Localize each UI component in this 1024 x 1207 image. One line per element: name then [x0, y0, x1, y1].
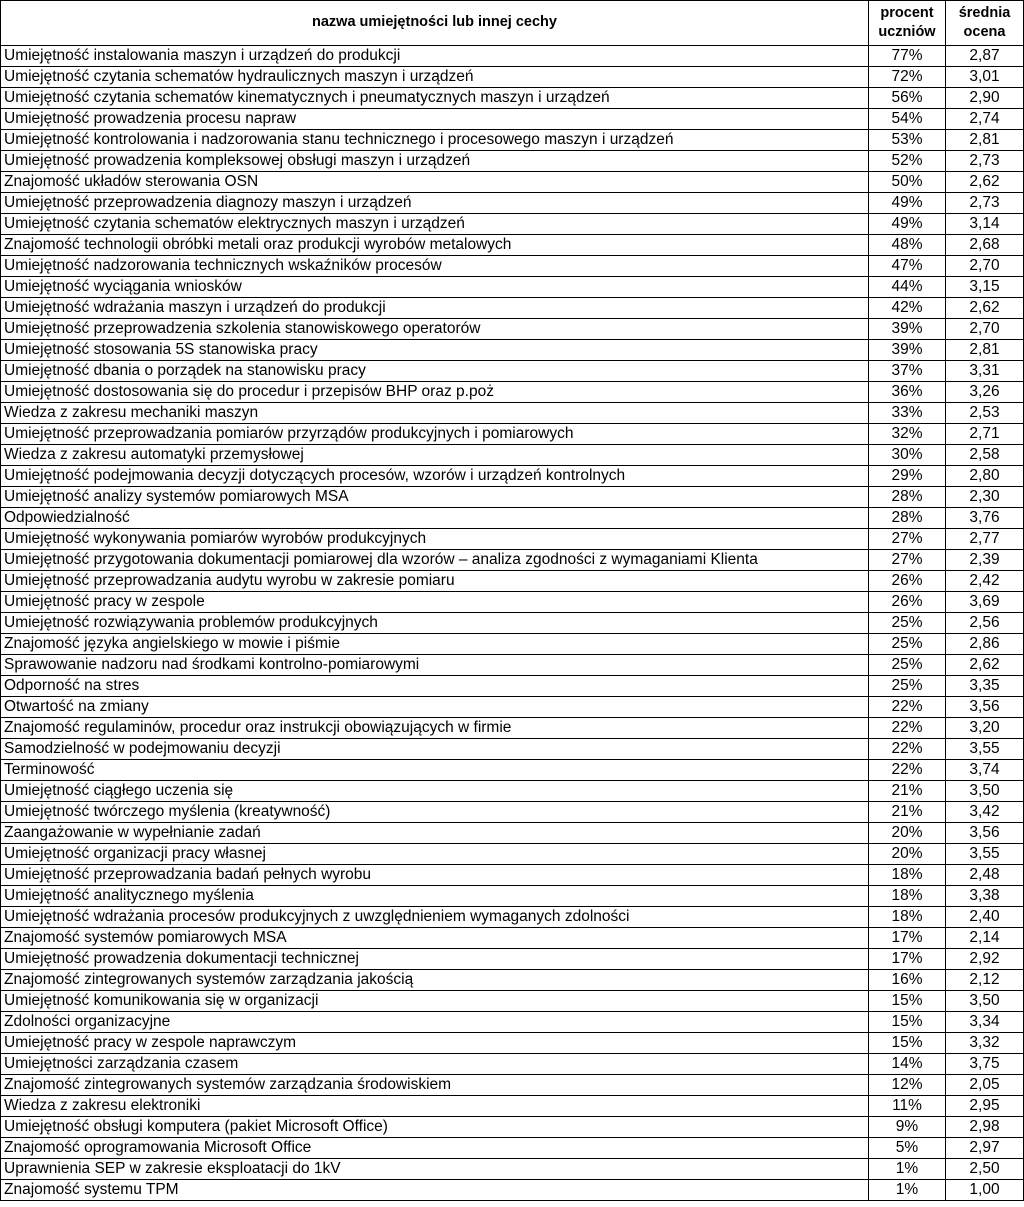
table-row [1, 235, 1024, 256]
skill-name-cell: Umiejętność przeprowadzania pomiarów przyrządów produkcyjnych i pomiarowych [1, 424, 869, 445]
average-grade-cell: 2,98 [946, 1117, 1024, 1138]
skill-name-cell: Odporność na stres [1, 676, 869, 697]
average-grade-cell: 3,15 [946, 277, 1024, 298]
skill-name-cell: Znajomość języka angielskiego w mowie i piśmie [1, 634, 869, 655]
percent-cell: 17% [869, 949, 946, 970]
skill-name-cell: Wiedza z zakresu elektroniki [1, 1096, 869, 1117]
average-grade-cell: 2,86 [946, 634, 1024, 655]
skill-name-cell: Umiejętność pracy w zespole naprawczym [1, 1033, 869, 1054]
table-row [1, 319, 1024, 340]
table-row [1, 340, 1024, 361]
table-row [1, 781, 1024, 802]
percent-cell: 27% [869, 529, 946, 550]
skill-name-cell: Umiejętność ciągłego uczenia się [1, 781, 869, 802]
percent-cell: 22% [869, 739, 946, 760]
average-grade-cell: 3,55 [946, 739, 1024, 760]
average-grade-cell: 2,53 [946, 403, 1024, 424]
header-percent-line1: procent [880, 5, 934, 21]
table-row [1, 424, 1024, 445]
skill-name-cell: Umiejętność dostosowania się do procedur i przepisów BHP oraz p.poż [1, 382, 869, 403]
average-grade-cell: 1,00 [946, 1180, 1024, 1201]
skill-name-cell: Odpowiedzialność [1, 508, 869, 529]
percent-cell: 77% [869, 46, 946, 67]
table-row [1, 1096, 1024, 1117]
skill-name-cell: Znajomość układów sterowania OSN [1, 172, 869, 193]
skill-name-cell: Znajomość technologii obróbki metali oraz produkcji wyrobów metalowych [1, 235, 869, 256]
table-row [1, 613, 1024, 634]
header-percent-students [869, 1, 946, 46]
average-grade-cell: 2,73 [946, 151, 1024, 172]
skill-name-cell: Znajomość zintegrowanych systemów zarządzania środowiskiem [1, 1075, 869, 1096]
table-row [1, 277, 1024, 298]
percent-cell: 25% [869, 634, 946, 655]
table-row [1, 88, 1024, 109]
skill-name-cell: Umiejętność prowadzenia kompleksowej obsługi maszyn i urządzeń [1, 151, 869, 172]
skill-name-cell: Umiejętność czytania schematów elektrycznych maszyn i urządzeń [1, 214, 869, 235]
average-grade-cell: 2,80 [946, 466, 1024, 487]
skill-name-cell: Znajomość oprogramowania Microsoft Office [1, 1138, 869, 1159]
percent-cell: 21% [869, 802, 946, 823]
average-grade-cell: 2,05 [946, 1075, 1024, 1096]
average-grade-cell: 2,39 [946, 550, 1024, 571]
average-grade-cell: 3,50 [946, 991, 1024, 1012]
percent-cell: 15% [869, 1033, 946, 1054]
percent-cell: 49% [869, 193, 946, 214]
table-row [1, 949, 1024, 970]
average-grade-cell: 3,31 [946, 361, 1024, 382]
skill-name-cell: Umiejętność twórczego myślenia (kreatywność) [1, 802, 869, 823]
average-grade-cell: 2,50 [946, 1159, 1024, 1180]
table-row [1, 1138, 1024, 1159]
percent-cell: 54% [869, 109, 946, 130]
table-row [1, 46, 1024, 67]
average-grade-cell: 2,74 [946, 109, 1024, 130]
skill-name-cell: Umiejętność rozwiązywania problemów produkcyjnych [1, 613, 869, 634]
skill-name-cell: Umiejętność czytania schematów hydraulicznych maszyn i urządzeń [1, 67, 869, 88]
percent-cell: 27% [869, 550, 946, 571]
table-row [1, 67, 1024, 88]
skill-name-cell: Umiejętność czytania schematów kinematycznych i pneumatycznych maszyn i urządzeń [1, 88, 869, 109]
skill-name-cell: Umiejętność przeprowadzenia szkolenia stanowiskowego operatorów [1, 319, 869, 340]
percent-cell: 26% [869, 592, 946, 613]
table-row [1, 655, 1024, 676]
percent-cell: 39% [869, 340, 946, 361]
percent-cell: 15% [869, 991, 946, 1012]
average-grade-cell: 3,42 [946, 802, 1024, 823]
percent-cell: 25% [869, 613, 946, 634]
table-row [1, 445, 1024, 466]
header-skill-name: nazwa umiejętności lub innej cechy [1, 1, 869, 46]
average-grade-cell: 2,14 [946, 928, 1024, 949]
percent-cell: 28% [869, 487, 946, 508]
average-grade-cell: 2,12 [946, 970, 1024, 991]
skill-name-cell: Umiejętność wyciągania wniosków [1, 277, 869, 298]
percent-cell: 26% [869, 571, 946, 592]
table-row [1, 760, 1024, 781]
percent-cell: 1% [869, 1159, 946, 1180]
average-grade-cell: 3,50 [946, 781, 1024, 802]
skill-name-cell: Umiejętność stosowania 5S stanowiska pracy [1, 340, 869, 361]
table-row [1, 487, 1024, 508]
percent-cell: 20% [869, 823, 946, 844]
percent-cell: 72% [869, 67, 946, 88]
average-grade-cell: 3,35 [946, 676, 1024, 697]
percent-cell: 9% [869, 1117, 946, 1138]
average-grade-cell: 2,40 [946, 907, 1024, 928]
percent-cell: 16% [869, 970, 946, 991]
percent-cell: 37% [869, 361, 946, 382]
header-average-line1: średnia [958, 5, 1011, 21]
percent-cell: 25% [869, 655, 946, 676]
skill-name-cell: Umiejętność wdrażania procesów produkcyjnych z uwzględnieniem wymaganych zdolności [1, 907, 869, 928]
percent-cell: 53% [869, 130, 946, 151]
skill-name-cell: Umiejętność instalowania maszyn i urządzeń do produkcji [1, 46, 869, 67]
table-row [1, 403, 1024, 424]
table-row [1, 844, 1024, 865]
average-grade-cell: 2,70 [946, 256, 1024, 277]
table-row [1, 382, 1024, 403]
average-grade-cell: 2,95 [946, 1096, 1024, 1117]
table-row [1, 823, 1024, 844]
average-grade-cell: 3,14 [946, 214, 1024, 235]
table-row [1, 571, 1024, 592]
percent-cell: 36% [869, 382, 946, 403]
percent-cell: 52% [869, 151, 946, 172]
skill-name-cell: Umiejętność kontrolowania i nadzorowania stanu technicznego i procesowego maszyn i urządzeń [1, 130, 869, 151]
percent-cell: 22% [869, 760, 946, 781]
table-row [1, 865, 1024, 886]
table-row [1, 508, 1024, 529]
average-grade-cell: 2,73 [946, 193, 1024, 214]
table-header [1, 1, 1024, 46]
table-row [1, 151, 1024, 172]
skill-name-cell: Umiejętność podejmowania decyzji dotyczących procesów, wzorów i urządzeń kontrolnych [1, 466, 869, 487]
average-grade-cell: 3,55 [946, 844, 1024, 865]
average-grade-cell: 2,87 [946, 46, 1024, 67]
table-row [1, 109, 1024, 130]
average-grade-cell: 2,77 [946, 529, 1024, 550]
average-grade-cell: 2,30 [946, 487, 1024, 508]
skill-name-cell: Wiedza z zakresu automatyki przemysłowej [1, 445, 869, 466]
header-row [1, 1, 1024, 46]
average-grade-cell: 3,38 [946, 886, 1024, 907]
percent-cell: 22% [869, 697, 946, 718]
skill-name-cell: Umiejętność analitycznego myślenia [1, 886, 869, 907]
skill-name-cell: Umiejętność przeprowadzania audytu wyrobu w zakresie pomiaru [1, 571, 869, 592]
table-row [1, 928, 1024, 949]
average-grade-cell: 2,81 [946, 340, 1024, 361]
average-grade-cell: 2,90 [946, 88, 1024, 109]
table-row [1, 718, 1024, 739]
table-row [1, 970, 1024, 991]
average-grade-cell: 2,68 [946, 235, 1024, 256]
table-body [1, 46, 1024, 1201]
average-grade-cell: 2,58 [946, 445, 1024, 466]
table-row [1, 550, 1024, 571]
table-row [1, 466, 1024, 487]
skill-name-cell: Umiejętność nadzorowania technicznych wskaźników procesów [1, 256, 869, 277]
table-row [1, 1012, 1024, 1033]
percent-cell: 32% [869, 424, 946, 445]
average-grade-cell: 3,74 [946, 760, 1024, 781]
table-row [1, 1033, 1024, 1054]
skill-name-cell: Znajomość systemu TPM [1, 1180, 869, 1201]
table-row [1, 739, 1024, 760]
skill-name-cell: Wiedza z zakresu mechaniki maszyn [1, 403, 869, 424]
table-row [1, 298, 1024, 319]
average-grade-cell: 3,69 [946, 592, 1024, 613]
skill-name-cell: Sprawowanie nadzoru nad środkami kontrolno-pomiarowymi [1, 655, 869, 676]
table-row [1, 907, 1024, 928]
percent-cell: 28% [869, 508, 946, 529]
skill-name-cell: Umiejętność prowadzenia dokumentacji technicznej [1, 949, 869, 970]
skill-name-cell: Umiejętność komunikowania się w organizacji [1, 991, 869, 1012]
skill-name-cell: Znajomość systemów pomiarowych MSA [1, 928, 869, 949]
table-row [1, 592, 1024, 613]
skill-name-cell: Umiejętność przeprowadzania badań pełnych wyrobu [1, 865, 869, 886]
average-grade-cell: 3,32 [946, 1033, 1024, 1054]
table-row [1, 361, 1024, 382]
percent-cell: 42% [869, 298, 946, 319]
skill-name-cell: Umiejętności zarządzania czasem [1, 1054, 869, 1075]
skill-name-cell: Znajomość zintegrowanych systemów zarządzania jakością [1, 970, 869, 991]
header-percent-line2: uczniów [878, 24, 936, 40]
percent-cell: 18% [869, 907, 946, 928]
average-grade-cell: 2,92 [946, 949, 1024, 970]
table-row [1, 1180, 1024, 1201]
average-grade-cell: 3,56 [946, 697, 1024, 718]
table-row [1, 676, 1024, 697]
percent-cell: 48% [869, 235, 946, 256]
skill-name-cell: Umiejętność przeprowadzenia diagnozy maszyn i urządzeń [1, 193, 869, 214]
percent-cell: 17% [869, 928, 946, 949]
table-row [1, 130, 1024, 151]
average-grade-cell: 2,70 [946, 319, 1024, 340]
skill-name-cell: Umiejętność organizacji pracy własnej [1, 844, 869, 865]
percent-cell: 5% [869, 1138, 946, 1159]
percent-cell: 22% [869, 718, 946, 739]
average-grade-cell: 3,76 [946, 508, 1024, 529]
average-grade-cell: 2,81 [946, 130, 1024, 151]
average-grade-cell: 2,56 [946, 613, 1024, 634]
percent-cell: 56% [869, 88, 946, 109]
average-grade-cell: 3,26 [946, 382, 1024, 403]
average-grade-cell: 2,71 [946, 424, 1024, 445]
percent-cell: 30% [869, 445, 946, 466]
skill-name-cell: Samodzielność w podejmowaniu decyzji [1, 739, 869, 760]
table-row [1, 172, 1024, 193]
percent-cell: 1% [869, 1180, 946, 1201]
percent-cell: 29% [869, 466, 946, 487]
table-row [1, 214, 1024, 235]
percent-cell: 18% [869, 865, 946, 886]
table-row [1, 1117, 1024, 1138]
skill-name-cell: Zaangażowanie w wypełnianie zadań [1, 823, 869, 844]
table-row [1, 886, 1024, 907]
table-row [1, 193, 1024, 214]
percent-cell: 25% [869, 676, 946, 697]
average-grade-cell: 2,62 [946, 655, 1024, 676]
table-row [1, 697, 1024, 718]
table-row [1, 1159, 1024, 1180]
skill-name-cell: Umiejętność wdrażania maszyn i urządzeń do produkcji [1, 298, 869, 319]
percent-cell: 20% [869, 844, 946, 865]
percent-cell: 33% [869, 403, 946, 424]
skill-name-cell: Umiejętność pracy w zespole [1, 592, 869, 613]
skill-name-cell: Zdolności organizacyjne [1, 1012, 869, 1033]
percent-cell: 50% [869, 172, 946, 193]
average-grade-cell: 2,42 [946, 571, 1024, 592]
percent-cell: 49% [869, 214, 946, 235]
header-average-grade [946, 1, 1024, 46]
skill-name-cell: Umiejętność dbania o porządek na stanowisku pracy [1, 361, 869, 382]
table-row [1, 529, 1024, 550]
table-row [1, 634, 1024, 655]
table-row [1, 1054, 1024, 1075]
skill-name-cell: Otwartość na zmiany [1, 697, 869, 718]
skill-name-cell: Umiejętność obsługi komputera (pakiet Microsoft Office) [1, 1117, 869, 1138]
percent-cell: 11% [869, 1096, 946, 1117]
table-row [1, 1075, 1024, 1096]
average-grade-cell: 2,97 [946, 1138, 1024, 1159]
percent-cell: 12% [869, 1075, 946, 1096]
table-row [1, 802, 1024, 823]
table-row [1, 256, 1024, 277]
percent-cell: 39% [869, 319, 946, 340]
average-grade-cell: 3,75 [946, 1054, 1024, 1075]
average-grade-cell: 2,62 [946, 172, 1024, 193]
skill-name-cell: Umiejętność wykonywania pomiarów wyrobów produkcyjnych [1, 529, 869, 550]
percent-cell: 21% [869, 781, 946, 802]
percent-cell: 47% [869, 256, 946, 277]
percent-cell: 14% [869, 1054, 946, 1075]
skill-name-cell: Umiejętność przygotowania dokumentacji pomiarowej dla wzorów – analiza zgodności z wymaganiami Klienta [1, 550, 869, 571]
average-grade-cell: 3,34 [946, 1012, 1024, 1033]
average-grade-cell: 3,56 [946, 823, 1024, 844]
table-row [1, 991, 1024, 1012]
skill-name-cell: Umiejętność prowadzenia procesu napraw [1, 109, 869, 130]
percent-cell: 18% [869, 886, 946, 907]
average-grade-cell: 2,48 [946, 865, 1024, 886]
percent-cell: 44% [869, 277, 946, 298]
header-average-line2: ocena [963, 24, 1006, 40]
skill-name-cell: Uprawnienia SEP w zakresie eksploatacji do 1kV [1, 1159, 869, 1180]
skill-name-cell: Znajomość regulaminów, procedur oraz instrukcji obowiązujących w firmie [1, 718, 869, 739]
average-grade-cell: 3,20 [946, 718, 1024, 739]
average-grade-cell: 2,62 [946, 298, 1024, 319]
percent-cell: 15% [869, 1012, 946, 1033]
average-grade-cell: 3,01 [946, 67, 1024, 88]
skill-name-cell: Terminowość [1, 760, 869, 781]
skill-name-cell: Umiejętność analizy systemów pomiarowych MSA [1, 487, 869, 508]
